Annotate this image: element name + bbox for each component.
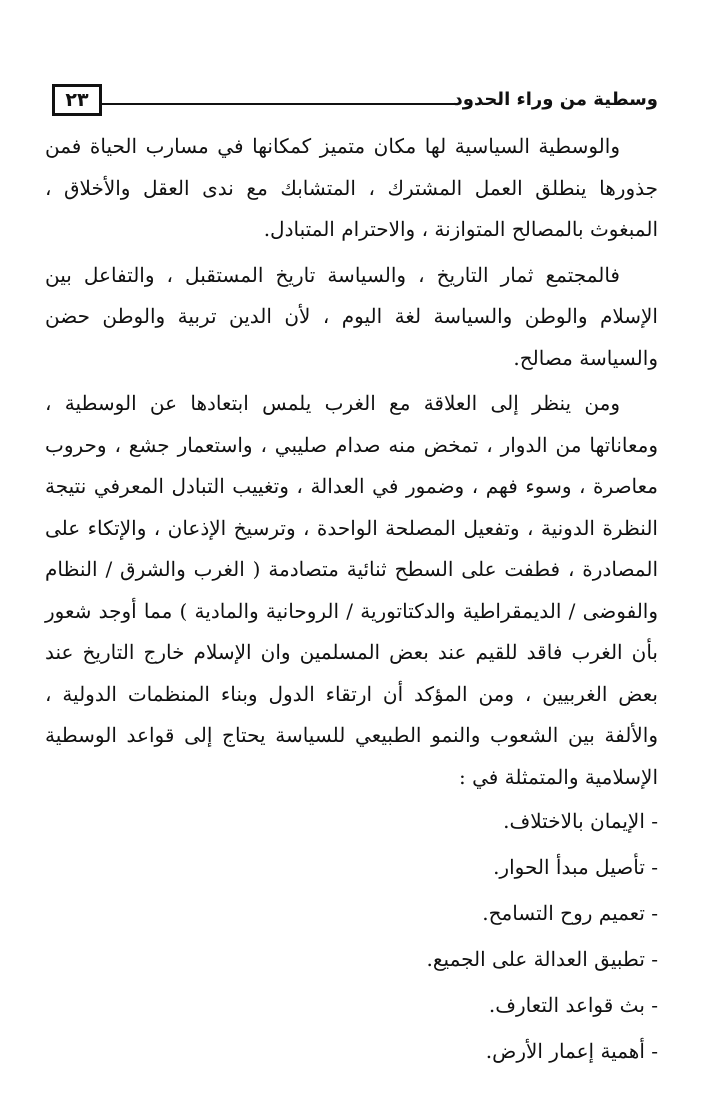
list-item: - تطبيق العدالة على الجميع. [426, 947, 658, 971]
page-header [52, 84, 658, 122]
paragraph-1: والوسطية السياسية لها مكان متميز كمكانها في مسارب الحياة فمن جذورها ينطلق العمل المشترك ، المتشابك مع ندى العقل والأخلاق ، المبغوث بالمصالح المتوازنة ، والاحترام المتبادل. [45, 134, 658, 241]
paragraph-3: ومن ينظر إلى العلاقة مع الغرب يلمس ابتعادها عن الوسطية ، ومعاناتها من الدوار ، تمخض منه صدام صليبي ، واستعمار جشع ، وحروب معاصرة ، وسوء فهم ، وضمور في العدالة ، وتغييب التبادل المعرفي نتيجة النظرة الدونية ، وتفعيل المصلحة الواحدة ، وترسيخ الإذعان ، والإتكاء على المصادرة ، فطفت على السطح ثنائية متصادمة ( الغرب والشرق / النظام والفوضى / الديمقراطية والدكتاتورية / الروحانية والمادية ) مما أوجد شعور بأن الغرب فاقد للقيم عند بعض المسلمين وان الإسلام خارج التاريخ عند بعض الغربيين ، ومن المؤكد أن ارتقاء الدول وبناء المنظمات الدولية ، والألفة بين الشعوب والنمو الطبيعي للسياسة يحتاج إلى قواعد الوسطية الإسلامية والمتمثلة في : [45, 391, 658, 789]
list-item: - تعميم روح التسامح. [482, 901, 658, 925]
list-item: - الإيمان بالاختلاف. [503, 809, 658, 833]
principles-list [45, 798, 658, 1074]
header-rule [102, 103, 458, 105]
list-item: - بث قواعد التعارف. [488, 993, 658, 1017]
paragraph-2: فالمجتمع ثمار التاريخ ، والسياسة تاريخ المستقبل ، والتفاعل بين الإسلام والوطن والسياسة لغة اليوم ، لأن الدين تربية والوطن حضن والسياسة مصالح. [45, 262, 658, 370]
page-number: ٢٣ [52, 84, 102, 116]
list-item: - تأصيل مبدأ الحوار. [493, 855, 658, 879]
page-body [45, 126, 658, 1074]
running-title: وسطية من وراء الحدود [453, 89, 658, 110]
list-item: - أهمية إعمار الأرض. [485, 1039, 658, 1063]
